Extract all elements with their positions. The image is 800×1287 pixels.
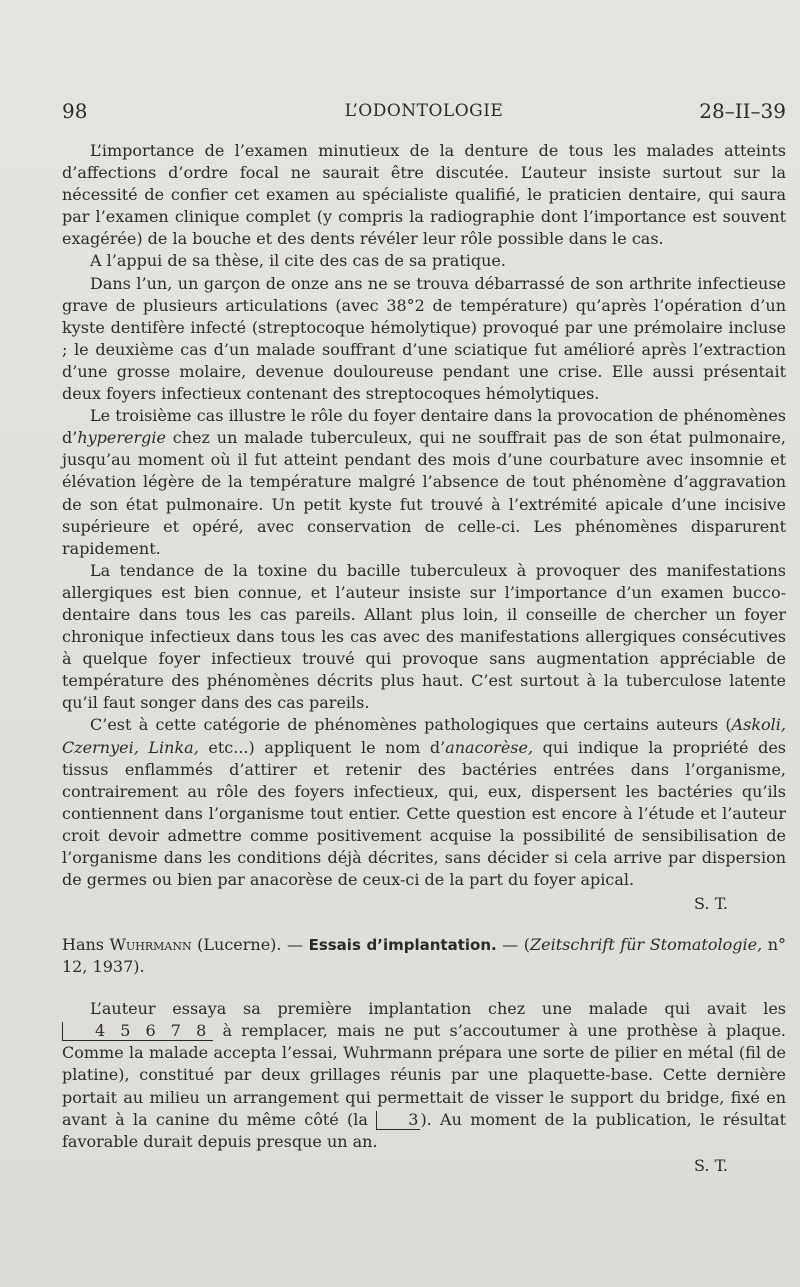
issue-reference: 28–II–39 [699,99,786,123]
italic-term: anacorèse, [445,737,534,757]
paragraph: L’importance de l’examen minutieux de la denture de tous les malades atteints d’affections d’ordre focal ne saurait être discutée. L’auteur insiste surtout sur la nécessité de confier cet examen au spécialiste qualifié, le praticien dentaire, qui saura par l’examen clinique complet (y compris la radiographie dont l’importance est souvent exagérée) de la bouche et des dents révéler leur rôle possible dans le cas. [62,141,786,249]
signature: S. T. [694,894,728,914]
italic-authors: Askoli, Czernyei, Linka, [62,715,786,757]
author-surname: Wuhrmann [109,935,192,954]
text-run: à remplacer, mais ne put s’accoutumer à une prothèse à plaque. Comme la malade accepta l’essai, Wuhrmann prépara une sorte de pilier en métal (fil de platine), constitué par deux grillages réunis par une plaquette-base. Cette dernière portait au milieu un arrangement qui permettait de visser le support du bridge, fixé en avant à la canine du même côté (la [62,1021,786,1129]
author-first-name: Hans [62,935,110,954]
running-title: L’ODONTOLOGIE [344,101,504,121]
text-run: C’est à cette catégorie de phénomènes pathologiques que certains auteurs ( [90,715,732,735]
dental-formula: 4 5 6 7 8 [62,1022,213,1041]
paragraph [62,405,786,560]
citation [62,934,786,978]
journal-name: Zeitschrift für Stomatologie, [530,935,763,954]
paragraph: Dans l’un, un garçon de onze ans ne se trouva débarrassé de son arthrite infectieuse grave de plusieurs articulations (avec 38°2 de température) qu’après l’opération d’un kyste dentifère infecté (streptocoque hémolytique) provoqué par une prémolaire incluse ; le deuxième cas d’un malade souffrant d’une sciatique fut amélioré après l’extraction d’une grosse molaire, devenue douloureuse pendant une crise. Elle aussi présentait deux foyers infectieux contenant des streptocoques hémolytiques. [62,273,786,404]
text-run: etc...) appliquent le nom d’ [198,737,446,757]
review-anacorese [62,140,786,915]
author-place: (Lucerne). — [191,935,309,954]
page-number: 98 [62,99,88,123]
text-run: Le troisième cas illustre le rôle du foyer dentaire dans la provocation de phénomènes d’ [62,406,786,448]
signature: S. T. [694,1155,728,1175]
paragraph [62,714,786,891]
text-run: — ( [496,935,531,954]
text-run: qui indique la propriété des tissus enflammés d’attirer et retenir des bactéries entrées dans l’organisme, contrairement au rôle des foyers infectieux, qui, eux, dispersent les bactéries qu’ils contiennent dans l’organisme tout entier. Cette question est encore à l’étude et l’auteur croit devoir admettre comme positivement acquise la possibilité de sensibilisation de l’organisme dans les conditions déjà décrites, sans décider si cela arrive par dispersion de germes ou bien par anacorèse de ceux-ci de la part du foyer apical. [62,737,786,890]
article-title: Essais d’implantation. [308,936,497,954]
review-implantation [62,934,786,1177]
paragraph: A l’appui de sa thèse, il cite des cas de sa pratique. [90,251,506,271]
paragraph: La tendance de la toxine du bacille tuberculeux à provoquer des manifestations allergiques est bien connue, et l’auteur insiste sur l’importance d’un examen bucco-dentaire dans tous les cas pareils. Allant plus loin, il conseille de chercher un foyer chronique infectieux dans tous les cas avec des manifestations allergiques consécutives à quelque foyer infectieux trouvé qui provoque sans augmentation appréciable de température des phénomènes décrits plus haut. C’est surtout à la tuberculose latente qu’il faut songer dans des cas pareils. [62,560,786,713]
text-run: L’auteur essaya sa première implantation chez une malade qui avait les [90,999,786,1019]
text-run: ). Au moment de la publication, le résultat favorable durait depuis presque un an. [62,1109,786,1151]
journal-issue: n° 12, 1937). [62,935,787,977]
text-run: chez un malade tuberculeux, qui ne souffrait pas de son état pulmonaire, jusqu’au moment où il fut atteint pendant des mois d’une courbature avec insomnie et élévation légère de la température malgré l’absence de tout phénomène d’aggravation de son état pulmonaire. Un petit kyste fut trouvé à l’extrémité apicale d’une incisive supérieure et opéré, avec conservation de celle-ci. Les phénomènes disparurent rapidement. [62,428,786,558]
dental-formula: 3 [376,1111,420,1130]
review-body [62,998,786,1177]
page-header [62,96,786,126]
paragraph [62,998,786,1153]
italic-term: hyperergie [77,428,166,448]
